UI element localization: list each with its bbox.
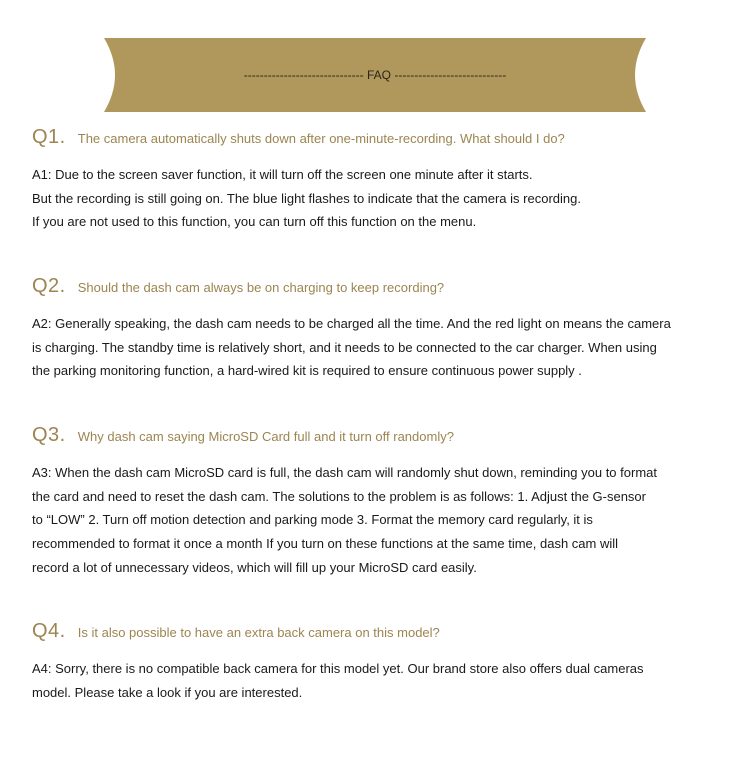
faq-title: ------------------------------ FAQ ---------------------------- — [243, 68, 507, 82]
answer-line: model. Please take a look if you are interested. — [32, 684, 303, 700]
question-row — [32, 620, 722, 643]
answer — [32, 163, 722, 234]
answer-line: But the recording is still going on. The blue light flashes to indicate that the camera is recording. — [32, 190, 581, 206]
answer — [32, 461, 722, 580]
question-number: Q1. — [32, 126, 66, 148]
question-row — [32, 424, 722, 447]
answer — [32, 312, 722, 383]
faq-item-3 — [32, 424, 722, 580]
answer-line: If you are not used to this function, you can turn off this function on the menu. — [32, 214, 477, 230]
question-row — [32, 275, 722, 298]
answer-line: recommended to format it once a month If you turn on these functions at the same time, dash cam will — [32, 536, 619, 552]
question-text: Should the dash cam always be on charging to keep recording? — [77, 280, 445, 295]
question-number: Q4. — [32, 620, 66, 642]
question-number: Q3. — [32, 424, 66, 446]
question-text: Why dash cam saying MicroSD Card full and it turn off randomly? — [77, 429, 454, 444]
answer-line: A4: Sorry, there is no compatible back camera for this model yet. Our brand store also offers dual cameras — [32, 661, 644, 676]
answer-line: the card and need to reset the dash cam. The solutions to the problem is as follows: 1. Adjust the G-sensor — [32, 488, 646, 504]
answer-line: A3: When the dash cam MicroSD card is full, the dash cam will randomly shut down, reminding you to format — [32, 465, 657, 480]
answer-line: A2: Generally speaking, the dash cam needs to be charged all the time. And the red light on means the camera — [32, 316, 671, 331]
faq-item-4 — [32, 620, 722, 704]
faq-banner — [104, 38, 646, 112]
question-text: Is it also possible to have an extra back camera on this model? — [77, 625, 440, 640]
answer-line: A1: Due to the screen saver function, it will turn off the screen one minute after it starts. — [32, 167, 533, 182]
answer-line: is charging. The standby time is relatively short, and it needs to be connected to the car charger. When using — [32, 339, 657, 355]
question-row — [32, 126, 722, 149]
answer-line: record a lot of unnecessary videos, which will fill up your MicroSD card easily. — [32, 559, 477, 575]
question-text: The camera automatically shuts down after one-minute-recording. What should I do? — [77, 131, 565, 146]
faq-item-1 — [32, 126, 722, 234]
answer — [32, 657, 722, 704]
question-number: Q2. — [32, 275, 66, 297]
faq-item-2 — [32, 275, 722, 383]
answer-line: to “LOW” 2. Turn off motion detection and parking mode 3. Format the memory card regularly, it is — [32, 512, 593, 528]
answer-line: the parking monitoring function, a hard-wired kit is required to ensure continuous power supply . — [32, 363, 582, 379]
